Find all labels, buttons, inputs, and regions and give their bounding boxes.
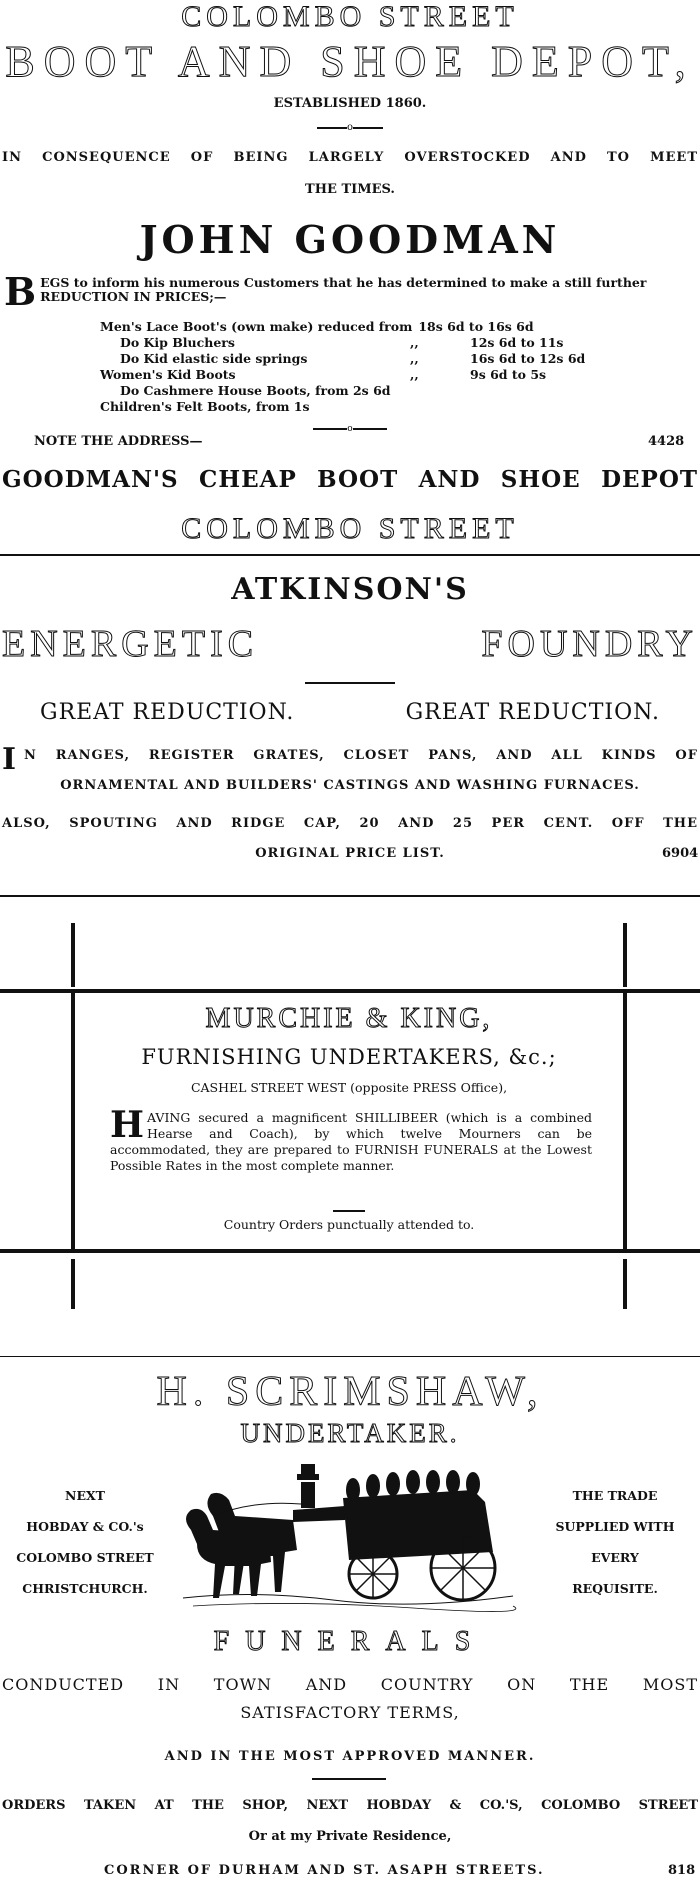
- scrimshaw-conducted-line2: SATISFACTORY TERMS,: [240, 1703, 460, 1722]
- atkinson-reduction-2: GREAT REDUCTION.: [405, 700, 660, 725]
- murchie-right-bar-top: [623, 923, 627, 987]
- goodman-note-address: NOTE THE ADDRESS—: [34, 434, 203, 449]
- atkinson-short-rule: [305, 682, 395, 684]
- atkinson-reductions: [40, 700, 660, 725]
- scrimshaw-left-line: COLOMBO STREET: [16, 1550, 154, 1565]
- goodman-body-line2: REDUCTION IN PRICES;—: [40, 289, 227, 304]
- murchie-top-rule: [0, 989, 700, 993]
- murchie-body: [110, 1104, 592, 1174]
- murchie-right-bar: [623, 993, 627, 1249]
- goodman-proprietor: JOHN GOODMAN: [139, 217, 561, 262]
- goodman-price-list: [100, 319, 620, 415]
- goodman-header-main: BOOT AND SHOE DEPOT,: [5, 37, 695, 86]
- scrimshaw-short-rule: [312, 1778, 386, 1780]
- atkinson-advertisement: [0, 556, 700, 896]
- scrimshaw-right-line: REQUISITE.: [572, 1581, 658, 1596]
- scrimshaw-ad-number: 818: [668, 1863, 696, 1878]
- murchie-left-bar-top: [71, 923, 75, 987]
- scrimshaw-residence: Or at my Private Residence,: [248, 1829, 452, 1844]
- murchie-country-orders: Country Orders punctually attended to.: [223, 1217, 475, 1232]
- murchie-dropcap: H: [110, 1104, 145, 1146]
- scrimshaw-corner: CORNER OF DURHAM AND ST. ASAPH STREETS.: [104, 1863, 545, 1878]
- atkinson-line4: ORIGINAL PRICE LIST.: [255, 846, 445, 861]
- atkinson-business: ENERGETIC FOUNDRY: [2, 623, 698, 665]
- section-divider: [0, 1356, 700, 1357]
- scrimshaw-funerals: FUNERALS: [213, 1626, 487, 1657]
- murchie-business: FURNISHING UNDERTAKERS, &c.;: [141, 1045, 557, 1069]
- murchie-body-text: AVING secured a magnificent SHILLIBEER (which is a combined Hearse and Coach), by which twelve Mourners can be accommodated, they are prepared to FURNISH FUNERALS at the Lowest Possible Rates in the most complete manner.: [110, 1110, 592, 1173]
- goodman-intro-line1: IN CONSEQUENCE OF BEING LARGELY OVERSTOCKED AND TO MEET: [2, 150, 698, 165]
- hearse-illustration: [173, 1460, 525, 1612]
- goodman-intro-line2: THE TIMES.: [305, 182, 395, 197]
- scrimshaw-right-line: EVERY: [591, 1550, 639, 1565]
- scrimshaw-left-line: CHRISTCHURCH.: [22, 1581, 148, 1596]
- scrimshaw-right-line: THE TRADE: [572, 1488, 658, 1503]
- goodman-ad-number: 4428: [648, 434, 685, 449]
- price-row: Do Kid elastic side springs ,, 16s 6d to 12s 6d: [120, 351, 586, 366]
- goodman-established: ESTABLISHED 1860.: [273, 96, 427, 111]
- scrimshaw-manner: AND IN THE MOST APPROVED MANNER.: [164, 1749, 536, 1764]
- goodman-small-divider: o: [0, 425, 700, 434]
- murchie-bottom-rule: [0, 1249, 700, 1253]
- scrimshaw-orders: ORDERS TAKEN AT THE SHOP, NEXT HOBDAY & CO.'S, COLOMBO STREET: [2, 1798, 698, 1813]
- murchie-right-bar-bottom: [623, 1259, 627, 1309]
- goodman-body-line1: EGS to inform his numerous Customers that he has determined to make a still further: [40, 275, 647, 290]
- price-row: Children's Felt Boots, from 1s: [100, 399, 310, 414]
- scrimshaw-left-panel: [0, 1480, 170, 1604]
- scrimshaw-conducted-line1: CONDUCTED IN TOWN AND COUNTRY ON THE MOST: [2, 1675, 698, 1694]
- goodman-ornament-divider: o: [0, 123, 700, 133]
- atkinson-line3: ALSO, SPOUTING AND RIDGE CAP, 20 AND 25 PER CENT. OFF THE: [2, 816, 698, 831]
- price-row: Do Cashmere House Boots, from 2s 6d: [120, 383, 391, 398]
- price-row: Do Kip Bluchers ,, 12s 6d to 11s: [120, 335, 564, 350]
- atkinson-line1: N RANGES, REGISTER GRATES, CLOSET PANS, AND ALL KINDS OF: [24, 748, 698, 763]
- murchie-left-bar-bottom: [71, 1259, 75, 1309]
- murchie-short-rule: [333, 1210, 365, 1212]
- murchie-name: MURCHIE & KING,: [205, 1003, 493, 1034]
- atkinson-line2: ORNAMENTAL AND BUILDERS' CASTINGS AND WASHING FURNACES.: [60, 778, 640, 793]
- murchie-address: CASHEL STREET WEST (opposite PRESS Office),: [190, 1080, 508, 1095]
- atkinson-reduction-1: GREAT REDUCTION.: [40, 700, 295, 725]
- goodman-footer-main: GOODMAN'S CHEAP BOOT AND SHOE DEPOT: [2, 466, 698, 493]
- goodman-header-top: COLOMBO STREET: [181, 0, 519, 33]
- murchie-king-advertisement: [0, 897, 700, 1357]
- scrimshaw-right-panel: [530, 1480, 700, 1604]
- atkinson-dropcap: I: [2, 742, 17, 777]
- goodman-body: [4, 269, 698, 314]
- scrimshaw-left-line: NEXT: [65, 1488, 105, 1503]
- goodman-dropcap: B: [4, 269, 37, 314]
- atkinson-ad-number: 6904: [662, 846, 699, 861]
- price-row: Men's Lace Boot's (own make) reduced from 18s 6d to 16s 6d: [100, 319, 534, 334]
- scrimshaw-right-line: SUPPLIED WITH: [555, 1519, 675, 1534]
- scrimshaw-title: UNDERTAKER.: [240, 1418, 460, 1448]
- scrimshaw-left-line: HOBDAY & CO.'s: [26, 1519, 144, 1534]
- scrimshaw-advertisement: [0, 1358, 700, 1887]
- goodman-advertisement: [0, 0, 700, 555]
- scrimshaw-name: H. SCRIMSHAW,: [156, 1369, 544, 1415]
- atkinson-name: ATKINSON'S: [231, 572, 469, 607]
- price-row: Women's Kid Boots ,, 9s 6d to 5s: [100, 367, 547, 382]
- goodman-footer-street: COLOMBO STREET: [181, 512, 519, 545]
